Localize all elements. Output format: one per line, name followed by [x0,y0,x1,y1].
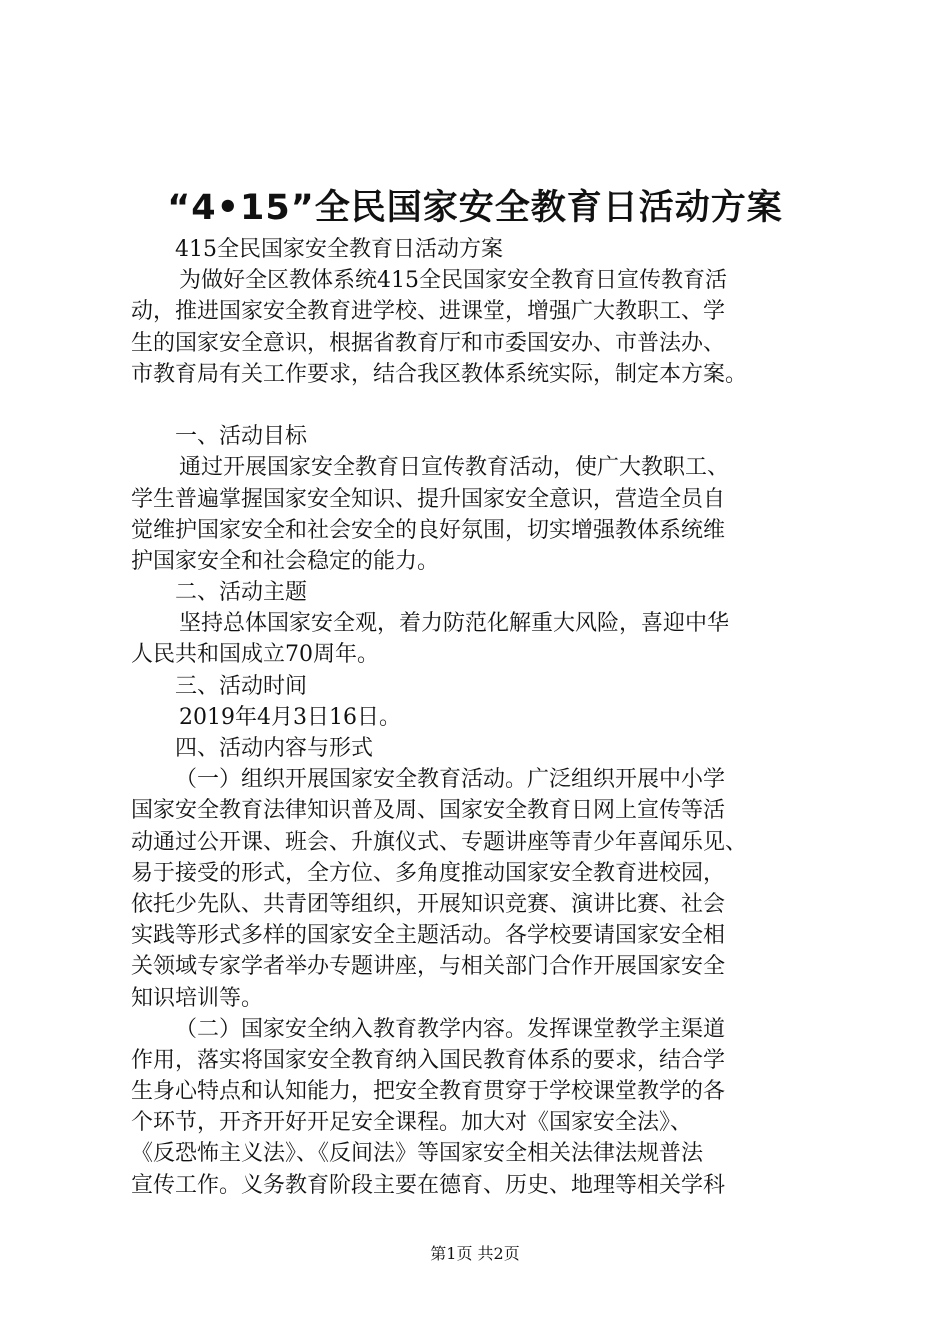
text-line: 觉维护国家安全和社会安全的良好氛围，切实增强教体系统维 [131,517,726,543]
text-line: 坚持总体国家安全观，着力防范化解重大风险，喜迎中华 [179,611,730,637]
text-line: 易于接受的形式，全方位、多角度推动国家安全教育进校园， [131,860,726,886]
text-line: 宣传工作。义务教育阶段主要在德育、历史、地理等相关学科 [131,1172,726,1198]
text-line: 个环节，开齐开好开足安全课程。加大对《国家安全法》、 [131,1110,693,1136]
blank-line [131,390,831,421]
section-heading: 三、活动时间 [175,673,308,699]
text-line: 国家安全教育法律知识普及周、国家安全教育日网上宣传等活 [131,798,726,824]
section-heading: 一、活动目标 [175,424,308,450]
text-line: 关领域专家学者举办专题讲座，与相关部门合作开展国家安全 [131,954,726,980]
text-line: 生的国家安全意识，根据省教育厅和市委国安办、市普法办、 [131,330,726,356]
text-line: 实践等形式多样的国家安全主题活动。各学校要请国家安全相 [131,923,726,949]
document-body [131,234,831,1201]
text-line: 生身心特点和认知能力，把安全教育贯穿于学校课堂教学的各 [131,1079,726,1105]
text-line: 市教育局有关工作要求，结合我区教体系统实际，制定本方案。 [131,361,748,387]
text-line: 人民共和国成立70周年。 [131,642,379,668]
text-line: 2019年4月3日16日。 [179,704,401,730]
document-title: “4•15”全民国家安全教育日活动方案 [167,188,783,228]
text-line: 依托少先队、共青团等组织，开展知识竞赛、演讲比赛、社会 [131,891,726,917]
text-line: 动通过公开课、班会、升旗仪式、专题讲座等青少年喜闻乐见、 [131,829,748,855]
text-line: 作用，落实将国家安全教育纳入国民教育体系的要求，结合学 [131,1047,726,1073]
text-line: 通过开展国家安全教育日宣传教育活动，使广大教职工、 [179,455,730,481]
page-footer: 第1页 共2页 [430,1244,520,1263]
text-line: 知识培训等。 [131,985,264,1011]
text-line: 415全民国家安全教育日活动方案 [175,237,503,262]
section-heading: 二、活动主题 [175,580,308,606]
text-line: 为做好全区教体系统415全民国家安全教育日宣传教育活 [179,268,727,294]
text-line: 学生普遍掌握国家安全知识、提升国家安全意识，营造全员自 [131,486,726,512]
text-line: （一）组织开展国家安全教育活动。广泛组织开展中小学 [175,767,726,793]
text-line: 《反恐怖主义法》、《反间法》等国家安全相关法律法规普法 [131,1141,704,1167]
text-line: （二）国家安全纳入教育教学内容。发挥课堂教学主渠道 [175,1016,726,1042]
text-line: 动，推进国家安全教育进学校、进课堂，增强广大教职工、学 [131,299,726,325]
text-line: 护国家安全和社会稳定的能力。 [131,548,440,574]
section-heading: 四、活动内容与形式 [175,736,374,761]
